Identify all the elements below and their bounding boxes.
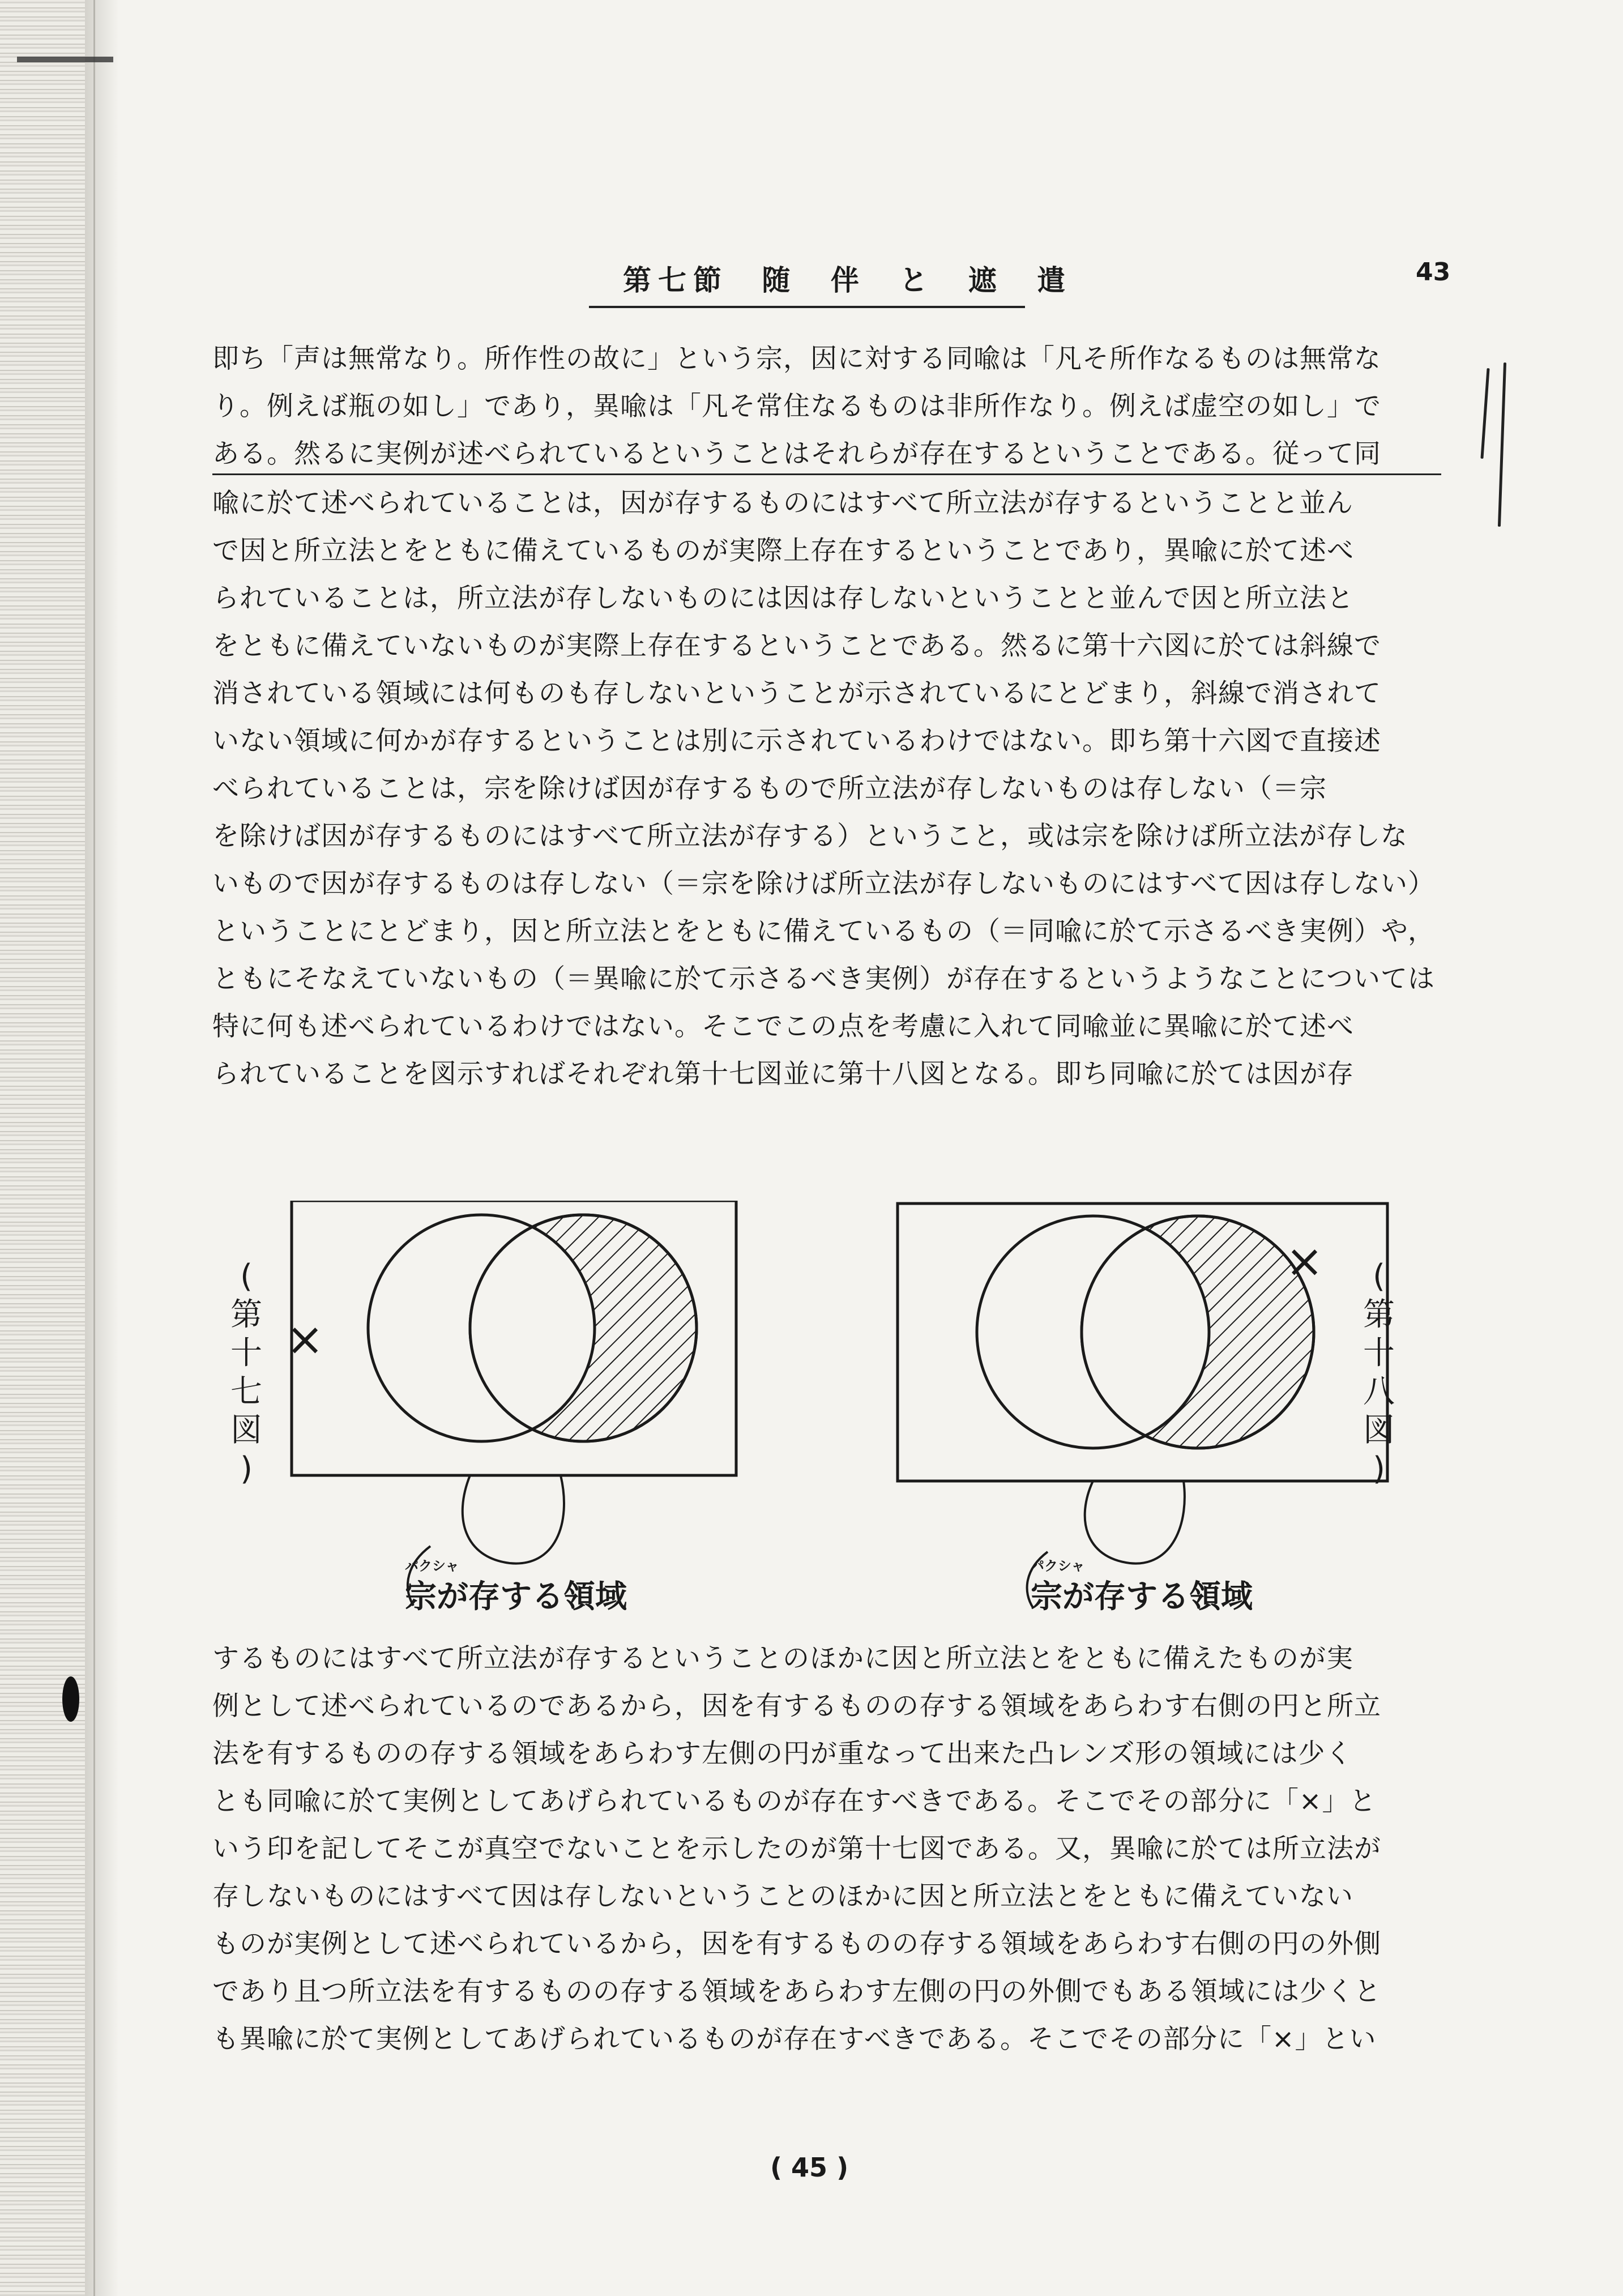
fig17-label-char: 七 <box>230 1373 262 1410</box>
title-char: 遣 <box>1037 264 1073 297</box>
body-text-bottom <box>212 1640 1441 2068</box>
text-line: 存しないものにはすべて因は存しないということのほかに因と所立法とをともに備えていない <box>212 1881 1354 1912</box>
fig18-label-char: 八 <box>1363 1373 1395 1410</box>
fig17-label-char: 十 <box>230 1335 262 1372</box>
text-line: 即ち「声は無常なり。所作性の故に」という宗，因に対する同喩は「凡そ所作なるものは無常な <box>212 343 1381 374</box>
fig18-annotation: 宗が存する領域 <box>1031 1578 1253 1615</box>
title-char: と <box>899 264 935 297</box>
fig18-paksha-loop <box>1085 1481 1185 1564</box>
fig18-label-char: ) <box>1373 1450 1385 1487</box>
fig18-mark: × <box>1285 1235 1324 1287</box>
text-line: ということにとどまり，因と所立法とをともに備えているもの（＝同喩に於て示さるべき実例）や， <box>212 916 1436 947</box>
title-char: 遮 <box>968 264 1003 297</box>
fig18-label-char: 十 <box>1363 1335 1395 1372</box>
text-line: いない領域に何かが存するということは別に示されているわけではない。即ち第十六図で直接述 <box>212 725 1381 757</box>
venn-figures <box>227 1201 1416 1608</box>
fig18-label-char: 図 <box>1363 1412 1395 1449</box>
fig17-label-char: 図 <box>230 1412 262 1449</box>
text-line: とも同喩に於て実例としてあげられているものが存在すべきである。そこでその部分に「×」と <box>212 1786 1377 1817</box>
scan-edge <box>0 0 85 2296</box>
fold-line <box>93 0 95 2296</box>
scan-artifact-tab <box>17 57 113 62</box>
text-line: いう印を記してそこが真空でないことを示したのが第十七図である。又，異喩に於ては所立法が <box>212 1833 1381 1864</box>
text-line: を除けば因が存するものにはすべて所立法が存する）ということ，或は宗を除けば所立法が存しな <box>212 821 1408 852</box>
underlined-text-line: ある。然るに実例が述べられているということはそれらが存在するということである。従って同 <box>212 435 1441 475</box>
text-line: べられていることは，宗を除けば因が存するもので所立法が存しないものは存しない（＝宗 <box>212 773 1327 804</box>
body-text-top <box>212 340 1441 1103</box>
text-line: であり且つ所立法を有するものの存する領域をあらわす左側の円の外側でもある領域には少くと <box>212 1976 1381 2007</box>
text-line: で因と所立法とをともに備えているものが実際上存在するということであり，異喩に於て述べ <box>212 535 1354 566</box>
text-line: 喩に於て述べられていることは，因が存するものにはすべて所立法が存するということと並ん <box>212 488 1354 519</box>
fig18-label <box>1359 1257 1399 1488</box>
fig17-mark: × <box>286 1313 324 1365</box>
text-line: ともにそなえていないもの（＝異喩に於て示さるべき実例）が存在するというようなことについては <box>212 963 1436 995</box>
text-line: られていることは，所立法が存しないものには因は存しないということと並んで因と所立法と <box>212 583 1354 614</box>
figure-17 <box>292 1201 736 1606</box>
text-line: られていることを図示すればそれぞれ第十七図並に第十八図となる。即ち同喩に於ては因が存 <box>212 1059 1354 1090</box>
fig17-annotation: 宗が存する領域 <box>405 1578 627 1615</box>
running-header <box>589 255 1073 308</box>
header-title <box>623 258 1089 298</box>
header-page-number: 43 <box>1416 258 1451 287</box>
text-line: 法を有するものの存する領域をあらわす左側の円が重なって出来た凸レンズ形の領域には少く <box>212 1738 1353 1769</box>
fig17-label-char: ( <box>240 1258 253 1295</box>
text-line: も異喩に於て実例としてあげられているものが存在すべきである。そこでその部分に「×」とい <box>212 2024 1377 2055</box>
text-line: いもので因が存するものは存しない（＝宗を除けば所立法が存しないものにはすべて因は存しない） <box>212 868 1436 899</box>
section-label: 第七節 <box>623 264 728 297</box>
fig17-paksha-loop <box>463 1475 564 1564</box>
text-line: するものにはすべて所立法が存するということのほかに因と所立法とをともに備えたものが実 <box>212 1643 1354 1674</box>
title-char: 随 <box>762 264 797 297</box>
fig18-label-char: 第 <box>1363 1296 1395 1333</box>
margin-pen-mark <box>1498 362 1506 527</box>
text-line: 特に何も述べられているわけではない。そこでこの点を考慮に入れて同喩並に異喩に於て述べ <box>212 1011 1354 1042</box>
fig18-annotation-ruby: パクシャ <box>1031 1558 1085 1574</box>
text-line: 消されている領域には何ものも存しないということが示されているにとどまり，斜線で消されて <box>212 678 1381 709</box>
fig17-label <box>227 1257 266 1488</box>
ink-blot <box>62 1676 79 1722</box>
scan-shadow <box>85 0 119 2296</box>
fig17-label-char: 第 <box>230 1296 262 1333</box>
text-line: をともに備えていないものが実際上存在するということである。然るに第十六図に於ては斜線で <box>212 630 1381 662</box>
text-line: 例として述べられているのであるから，因を有するものの存する領域をあらわす右側の円と所立 <box>212 1691 1381 1722</box>
text-line: り。例えば瓶の如し」であり，異喩は「凡そ常住なるものは非所作なり。例えば虚空の如し」で <box>212 391 1381 422</box>
title-char: 伴 <box>830 264 866 297</box>
fig18-label-char: ( <box>1373 1258 1385 1295</box>
text-line: ものが実例として述べられているから，因を有するものの存する領域をあらわす右側の円の外側 <box>212 1928 1381 1960</box>
fig17-label-char: ) <box>240 1450 253 1487</box>
fig17-annotation-ruby: パクシャ <box>405 1558 459 1574</box>
footer-page-number: ( 45 ) <box>770 2152 849 2183</box>
margin-pen-mark <box>1480 368 1489 459</box>
